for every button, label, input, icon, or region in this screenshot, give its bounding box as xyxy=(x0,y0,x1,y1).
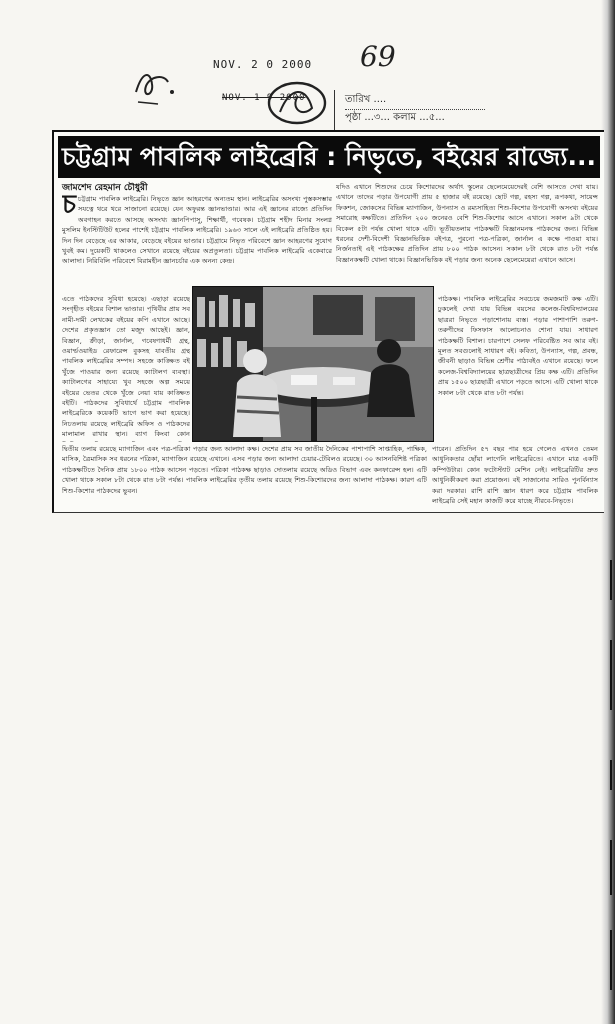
article-column-lead: চচট্টগ্রাম পাবলিক লাইব্রেরি। নিভৃতে জ্ঞান আহরণের অন্যতম স্থান। লাইব্রেরির অসংখ্য পুস্তকসম্ভার সযত্নে থরে থরে সাজানো রয়েছে। যেন অফুরন্ত জ্ঞানভাণ্ডার। আর এই জ্ঞানের রাজ্যে প্রতিদিন অবগাহন করতে আসছে অসংখ্য জ্ঞানপিপাসু, শিক্ষার্থী, গবেষক। চট্টগ্রাম শহীদ মিনার সংলগ্ন মুসলিম ইনস্টিটিউট হলের পাশেই চট্টগ্রাম পাবলিক লাইব্রেরি। ১৯৬৩ সালে এই লাইব্রেরি প্রতিষ্ঠিত হয়। দিন দিন বেড়েছে এর আকার, বেড়েছে বইয়ের ভাণ্ডার। চট্টগ্রামে নিভৃত পরিবেশে জ্ঞান আহরণের সুযোগ খুবই কম। দুয়েকটি থাকলেও সেখানে রয়েছে বইয়ের অপ্রতুলতা। চট্টগ্রাম পাবলিক লাইব্রেরি একেবারে আলাদা। নিরিবিলি পরিবেশে বিরামহীন জ্ঞানচর্চার এক অনন্য কেন্দ্র। xyxy=(62,194,332,266)
right-mid-text: পাঠকক্ষ। পাবলিক লাইব্রেরির সবচেয়ে জমজমাট কক্ষ এটি। ঢুকলেই দেখা যায় বিভিন্ন বয়সের কলেজ-বিশ্ববিদ্যালয়ের ছাত্ররা নিভৃতে পড়াশোনায় ব্যস্ত। পড়ার পাশাপাশি তরুণ-তরুণীদের ফিসফাস আলোচনাও শোনা যায়। সাধারণ পাঠকক্ষটি বিশাল। চারপাশে সেলফ পরিবেষ্টিত সব আর বই। মূলত সবগুলোই সাধারণ বই। কবিতা, উপন্যাস, গল্প, প্রবন্ধ, জীবনী ছাড়াও বিভিন্ন শ্রেণীর পাঠ্যবইও এখানে রয়েছে। ফলে কলেজ-বিশ্ববিদ্যালয়ের ছাত্রছাত্রীদের প্রিয় কক্ষ এটি। প্রতিদিন প্রায় ১৫০০ ছাত্রছাত্রী এখানে পড়তে আসে। এটি খোলা থাকে সকাল ৮টা থেকে রাত ৮টা পর্যন্ত। xyxy=(438,295,598,397)
article-byline: জামশেদ রেহমান চৌধুরী xyxy=(62,183,148,193)
ref-date-label: তারিখ .... xyxy=(345,92,485,110)
bottom-left-text: দ্বিতীয় তলায় রয়েছে ম্যাগাজিন এবং পত্র-পত্রিকা পড়ার জন্য আলাদা কক্ষ। দেশের প্রায় সব জাতীয় দৈনিকের পাশাপাশি সাপ্তাহিক, পাক্ষিক, মাসিক, ত্রৈমাসিক সব ধরনের পত্রিকা, ম্যাগাজিন রয়েছে এখানে। এসব পড়ার জন্য আলাদা চেয়ার-টেবিলও রয়েছে। ৩০ আসনবিশিষ্ট পত্রিকা পাঠকক্ষটিতে দৈনিক প্রায় ১৮০০ পাঠক আসেন পড়তে। পত্রিকা পাঠকক্ষ ছাড়াও দোতলায় রয়েছে অডিও বিভাগ এবং কনফারেন্স হল। এটি খোলা থাকে সকাল ৮টা থেকে রাত ৮টা পর্যন্ত। পাবলিক লাইব্রেরির তৃতীয় তলায় রয়েছে শিশু-কিশোরদের জন্য আলাদা পাঠকক্ষ। কারণ এটি শিশু-কিশোর পাঠকদের ভুবন। xyxy=(62,445,427,495)
article-column-bottom-left xyxy=(62,444,427,508)
article-column-bottom-right xyxy=(432,444,598,508)
article-headline: চট্টগ্রাম পাবলিক লাইব্রেরি : নিভৃতে, বইয়ের রাজ্যে... xyxy=(58,136,600,178)
library-reading-room-photo xyxy=(192,286,434,442)
lead-text: চট্টগ্রাম পাবলিক লাইব্রেরি। নিভৃতে জ্ঞান আহরণের অন্যতম স্থান। লাইব্রেরির অসংখ্য পুস্তকসম্ভার সযত্নে থরে থরে সাজানো রয়েছে। যেন অফুরন্ত জ্ঞানভাণ্ডার। আর এই জ্ঞানের রাজ্যে প্রতিদিন অবগাহন করতে আসছে অসংখ্য জ্ঞানপিপাসু, শিক্ষার্থী, গবেষক। চট্টগ্রাম শহীদ মিনার সংলগ্ন মুসলিম ইনস্টিটিউট হলের পাশেই চট্টগ্রাম পাবলিক লাইব্রেরি। ১৯৬৩ সালে এই লাইব্রেরি প্রতিষ্ঠিত হয়। দিন দিন বেড়েছে এর আকার, বেড়েছে বইয়ের ভাণ্ডার। চট্টগ্রামে নিভৃত পরিবেশে জ্ঞান আহরণের সুযোগ খুবই কম। দুয়েকটি থাকলেও সেখানে রয়েছে বইয়ের অপ্রতুলতা। চট্টগ্রাম পাবলিক লাইব্রেরি একেবারে আলাদা। নিরিবিলি পরিবেশে বিরামহীন জ্ঞানচর্চার এক অনন্য কেন্দ্র। xyxy=(62,195,332,266)
right-top-text: যদিও এখানে শিশুদের চেয়ে কিশোরদের অর্থাৎ স্কুলের ছেলেমেয়েদেরই বেশি আসতে দেখা যায়। এখানে তাদের পড়ার উপযোগী প্রায় ৫ হাজার বই রয়েছে। ছোট গল্প, রহস্য গল্প, রূপকথা, সায়েন্স ফিকশন, জোকসের বিভিন্ন ম্যাগাজিন, উপন্যাস ও রম্যসাহিত্য শিশু-কিশোর উপযোগী অসংখ্য বইয়ের সমারোহ কক্ষটিতে। প্রতিদিন ২০০ জনেরও বেশি শিশু-কিশোর আসে এখানে। সকাল ৯টা থেকে বিকেল ৫টা পর্যন্ত খোলা থাকে এটি। ভূতীয়তলায় পাঠকক্ষটি বিজ্ঞানমনস্ক পাঠকদের জন্য। বিভিন্ন ধরনের দেশী-বিদেশী বিজ্ঞানভিত্তিক বইপত্র, পুরনো পত্র-পত্রিকা, জার্নাল এ কক্ষে পাওয়া যায়। নির্জনতাই এই পাঠকক্ষের প্রতিদিন প্রায় ৮০০ পাঠক আসেন। সকাল ৮টা থেকে রাত ৮টা পর্যন্ত বিজ্ঞানকক্ষটি খোলা থাকে। বিজ্ঞানভিত্তিক বই পড়ার জন্য অনেক ছেলেমেয়েরা এখানে আসে। xyxy=(336,183,598,264)
left-mid-text: এতে পাঠকদের সুবিধা হয়েছে। এছাড়া রয়েছে সংগৃহীত বইয়ের বিশাল ভাণ্ডার। পৃথিবীর প্রায় সব নামী-দামী লেখকের বইয়ের কপি এখানে আছে। দেশের প্রকৃতজ্ঞান তো মজুদ আছেই। জ্ঞান, বিজ্ঞান, ক্রীড়া, জার্নাল, গবেষণাধর্মী গ্রন্থ, ওয়ার্ল্ডওয়াইড রেফারেন্স বুকসহ যাবতীয় গ্রন্থ পাবলিক লাইব্রেরির সম্পদ। সহজে কাঙ্ক্ষিত বই খুঁজে পাওয়ার জন্য রয়েছে ক্যাটালগ ব্যবস্থা। ক্যাটালগের সাহায্যে খুব সহজে অল্প সময়ে বইয়ের ভেতর থেকে খুঁজে নেয়া যায় কাঙ্ক্ষিত বইটি। পাঠকদের সুবিধার্থে চট্টগ্রাম পাবলিক লাইব্রেরিকে কয়েকটি ভাগে ভাগ করা হয়েছে। নিচতলায় রয়েছে লাইব্রেরি অফিস ও পাঠকদের মালামাল রাখার স্থান। ব্যাগ কিংবা কোন xyxy=(62,295,190,439)
article-column-right-top xyxy=(336,182,598,292)
newspaper-clipping xyxy=(52,130,604,513)
article-column-right-mid xyxy=(438,294,598,442)
signature-mark xyxy=(128,62,188,107)
ref-page-label: পৃষ্ঠা ...৩... কলাম ...৫... xyxy=(345,112,445,123)
article-column-left-mid xyxy=(62,294,190,442)
secondary-date-stamp: NOV. 1 9 2000 xyxy=(222,93,306,103)
initials-scribble xyxy=(262,78,332,128)
handwritten-number: 69 xyxy=(360,40,396,73)
bottom-right-text: পারেন। প্রতিদিন ৫৭ বছর পার হয়ে গেলেও এখনও তেমন আধুনিকতার ছোঁয়া লাগেনি লাইব্রেরিতে। এখানে মাত্র একটি কম্পিউটার। কোন ফটোস্ট্যাট মেশিন নেই। লাইব্রেরিটির দ্রুত আধুনিকীকরণ করা প্রয়োজন। বই সাজানোর সারিও পুনর্বিন্যাস করা দরকার। রাশি রাশি জ্ঞান ধারণ করে চট্টগ্রাম পাবলিক লাইব্রেরি সেই মহান কাজটি করে যাচ্ছে নীরবে-নিভৃতে। xyxy=(432,445,598,506)
received-date-stamp: NOV. 2 0 2000 xyxy=(213,58,313,71)
reference-box xyxy=(334,90,495,130)
